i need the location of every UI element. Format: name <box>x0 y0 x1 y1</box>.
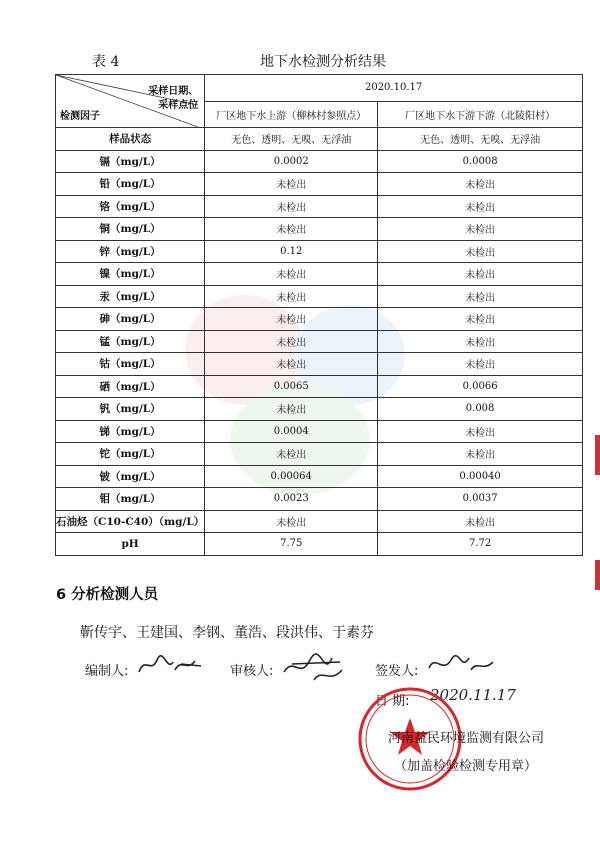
seal-note: （加盖检验检测专用章） <box>394 759 538 774</box>
row-value-upstream: 未检出 <box>205 195 378 218</box>
sampling-point-upstream: 厂区地下水上游（柳林村参照点） <box>205 101 378 128</box>
table-title: 地下水检测分析结果 <box>260 54 386 70</box>
row-value-upstream: 0.0002 <box>205 150 378 173</box>
row-value-upstream: 0.0065 <box>205 375 378 398</box>
sample-state-downstream: 无色、透明、无嗅、无浮油 <box>378 128 583 151</box>
table-row <box>56 263 583 286</box>
row-factor: 钴（mg/L） <box>56 353 205 376</box>
reviewer-label: 审核人: <box>230 664 274 679</box>
table-row <box>56 353 583 376</box>
date-label: 日 期: <box>375 694 410 709</box>
edge-mark <box>595 560 600 590</box>
row-factor: pH <box>56 533 205 556</box>
row-value-upstream: 0.12 <box>205 240 378 263</box>
row-value-upstream: 0.00064 <box>205 465 378 488</box>
row-value-upstream: 未检出 <box>205 173 378 196</box>
row-factor: 铬（mg/L） <box>56 195 205 218</box>
row-value-upstream: 未检出 <box>205 510 378 533</box>
diag-point-label: 采样点位 <box>158 100 199 111</box>
row-value-downstream: 未检出 <box>378 308 583 331</box>
row-value-downstream: 0.0066 <box>378 375 583 398</box>
row-factor: 硒（mg/L） <box>56 375 205 398</box>
row-value-downstream: 0.00040 <box>378 465 583 488</box>
row-factor: 镉（mg/L） <box>56 150 205 173</box>
row-value-upstream: 未检出 <box>205 285 378 308</box>
row-factor: 锑（mg/L） <box>56 420 205 443</box>
row-value-downstream: 0.0037 <box>378 488 583 511</box>
row-factor: 汞（mg/L） <box>56 285 205 308</box>
row-value-upstream: 未检出 <box>205 308 378 331</box>
row-factor: 镍（mg/L） <box>56 263 205 286</box>
diag-date-label: 采样日期、 <box>148 86 199 97</box>
row-factor: 钼（mg/L） <box>56 488 205 511</box>
row-value-upstream: 7.75 <box>205 533 378 556</box>
row-value-downstream: 未检出 <box>378 443 583 466</box>
row-value-downstream: 未检出 <box>378 420 583 443</box>
row-value-downstream: 未检出 <box>378 218 583 241</box>
row-value-downstream: 未检出 <box>378 240 583 263</box>
editor-signature <box>135 652 205 678</box>
row-value-downstream: 0.0008 <box>378 150 583 173</box>
table-row <box>56 488 583 511</box>
row-value-downstream: 未检出 <box>378 510 583 533</box>
row-value-upstream: 未检出 <box>205 353 378 376</box>
row-factor: 锰（mg/L） <box>56 330 205 353</box>
row-factor: 石油烃（C10-C40）（mg/L） <box>56 510 205 533</box>
table-row <box>56 195 583 218</box>
editor-label: 编制人: <box>85 664 129 679</box>
row-factor: 铍（mg/L） <box>56 465 205 488</box>
row-factor: 砷（mg/L） <box>56 308 205 331</box>
results-table <box>55 74 583 556</box>
row-value-downstream: 7.72 <box>378 533 583 556</box>
row-value-upstream: 0.0004 <box>205 420 378 443</box>
table-row <box>56 375 583 398</box>
table-row <box>56 150 583 173</box>
sample-state-upstream: 无色、透明、无嗅、无浮油 <box>205 128 378 151</box>
sampling-point-downstream: 厂区地下水下游下游（北陵阳村） <box>378 101 583 128</box>
table-number: 表 4 <box>92 54 120 70</box>
diagonal-header <box>56 75 205 128</box>
table-row <box>56 510 583 533</box>
table-row <box>56 240 583 263</box>
row-value-downstream: 未检出 <box>378 173 583 196</box>
row-value-upstream: 未检出 <box>205 443 378 466</box>
row-value-upstream: 未检出 <box>205 218 378 241</box>
section-title: 6 分析检测人员 <box>56 587 159 603</box>
date-handwritten: 2020.11.17 <box>430 686 516 704</box>
sampling-date: 2020.10.17 <box>205 75 583 102</box>
table-row <box>56 285 583 308</box>
row-value-downstream: 未检出 <box>378 263 583 286</box>
staff-list: 靳传宇、王建国、李钢、董浩、段洪伟、于素芬 <box>80 625 374 641</box>
row-value-downstream: 0.008 <box>378 398 583 421</box>
table-row <box>56 330 583 353</box>
row-factor: 锌（mg/L） <box>56 240 205 263</box>
issuer-signature <box>425 650 497 678</box>
row-value-upstream: 未检出 <box>205 263 378 286</box>
row-value-upstream: 0.0023 <box>205 488 378 511</box>
reviewer-signature <box>280 650 352 688</box>
issuer-label: 签发人: <box>375 664 419 679</box>
diag-factor-label: 检测因子 <box>60 111 100 122</box>
sample-state-label: 样品状态 <box>56 128 205 151</box>
row-factor: 钒（mg/L） <box>56 398 205 421</box>
table-row <box>56 218 583 241</box>
table-row <box>56 465 583 488</box>
row-value-downstream: 未检出 <box>378 353 583 376</box>
row-value-downstream: 未检出 <box>378 330 583 353</box>
row-factor: 铅（mg/L） <box>56 173 205 196</box>
row-value-upstream: 未检出 <box>205 330 378 353</box>
table-row <box>56 398 583 421</box>
row-value-upstream: 未检出 <box>205 398 378 421</box>
table-row <box>56 533 583 556</box>
edge-mark <box>595 435 600 475</box>
row-value-downstream: 未检出 <box>378 195 583 218</box>
table-row <box>56 443 583 466</box>
row-factor: 铊（mg/L） <box>56 443 205 466</box>
company-name: 河南益民环境监测有限公司 <box>388 731 545 746</box>
table-row <box>56 420 583 443</box>
row-value-downstream: 未检出 <box>378 285 583 308</box>
row-factor: 铜（mg/L） <box>56 218 205 241</box>
table-row <box>56 308 583 331</box>
table-row <box>56 173 583 196</box>
